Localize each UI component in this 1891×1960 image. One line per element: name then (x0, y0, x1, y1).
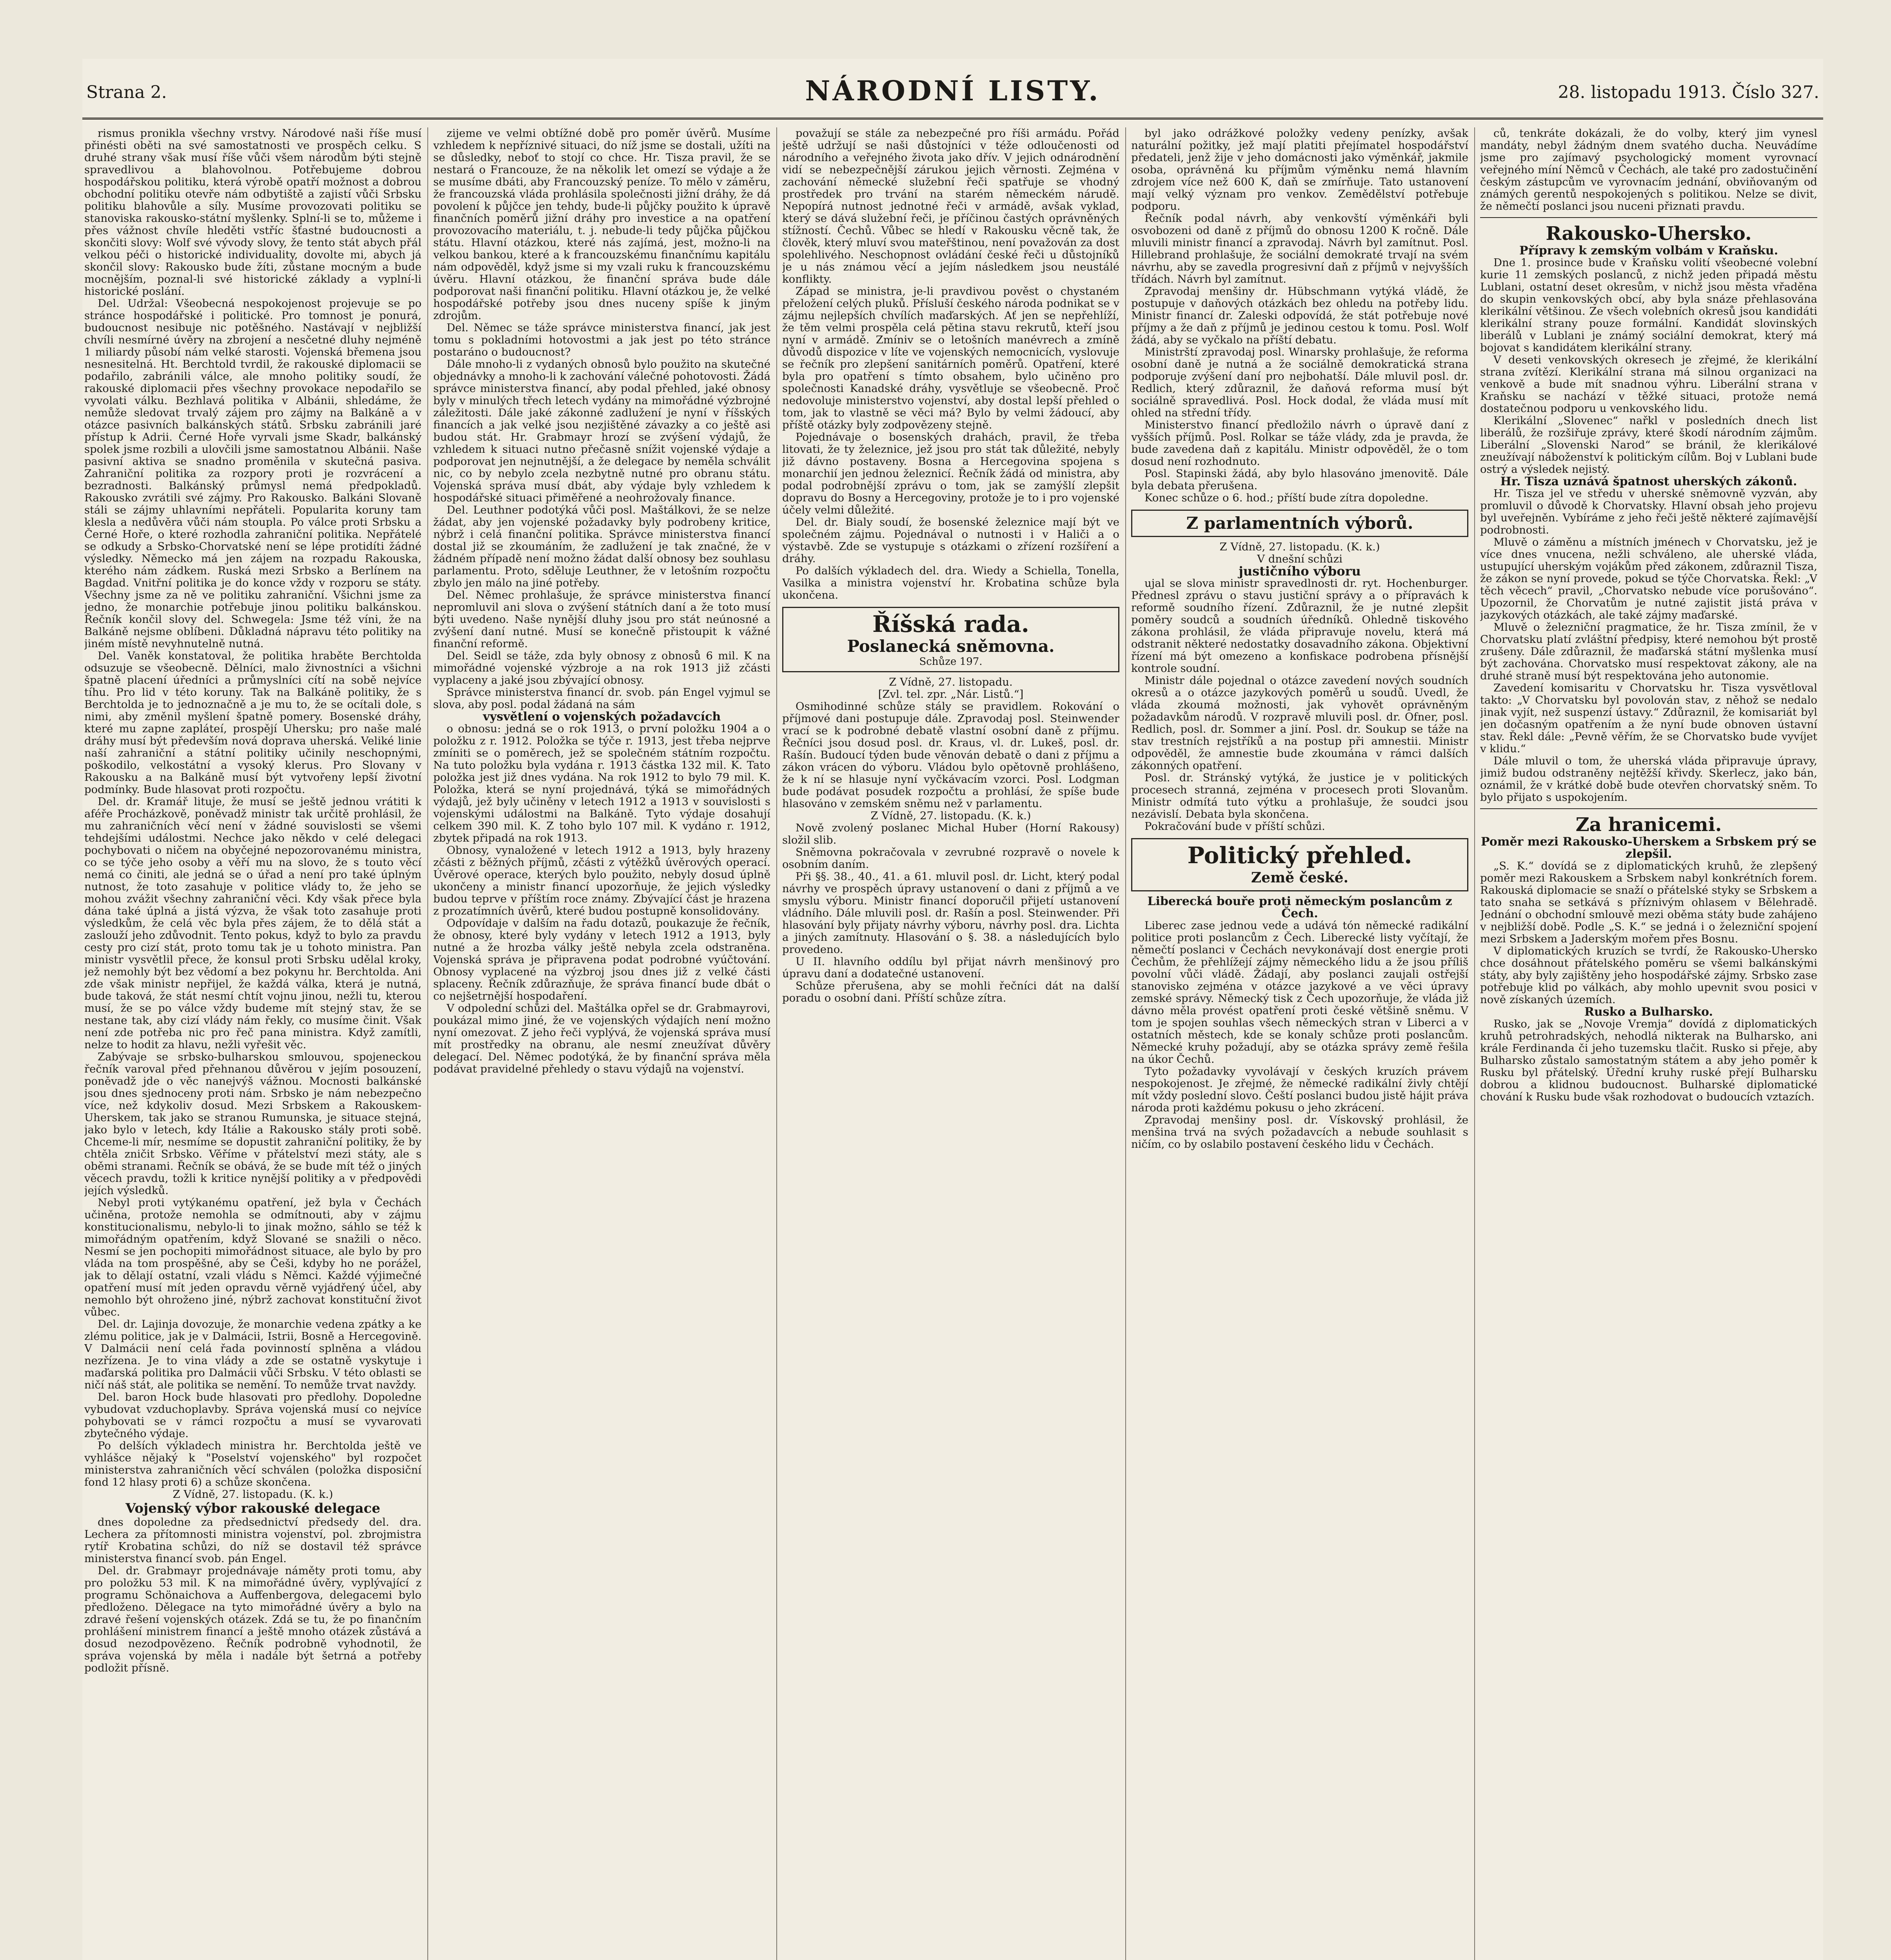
column-5 (1480, 127, 1817, 1960)
section-box-political-overview (1131, 838, 1468, 891)
paragraph: rismus pronikla všechny vrstvy. Národové naši říše musí přinésti oběti na své samostatnosti ve prospěch celku. S druhé strany však musí říše vůči všem národům býti stejně spravedlivou a blahovolnou. Potřebujeme dobrou hospodářskou politiku, která výrobě opatří možnost a dobrou obchodní politiku otevře nám odbytiště a zajistí vůči Srbsku politiku blahovůle a síly. Musíme provozovati politiku se stanoviska rakousko-státní myšlenky. Splní-li se to, můžeme i přes vážnost chvíle hleděti vstříc šťastné budoucnosti a skončiti slovy: Wolf své vývody slovy, že tento stát abych přál velkou péči o historické individuality, dovolte mi, abych já skončil slovy: Rakousko bude žíti, zůstane mocným a bude mocnějším, poznal-li své historické základy a vyplní-li historické poslání. (84, 127, 421, 298)
subheading: Hr. Tisza uznává špatnost uherských zákonů. (1500, 475, 1797, 488)
paragraph: považují se stále za nebezpečné pro říši armádu. Pořád ještě udržují se naši důstojníci v téže odloučenosti od národního a veřejného života jako dřív. V jejich odnárodnění vidí se nebezpečnější zárukou jejich věrnosti. Zejména v zachování německé služební řeči spatřuje se vhodný prostředek pro trvání na starém německém nárudě. Nepopírá nutnost jednotné řeči v armádě, avšak vyklad, který se dává služební řeči, je příčinou častých oprávněných stížností. Čechů. Vůbec se hledí v Rakousku věcně tak, že člověk, který mluví svou mateřštinou, není považován za dost spolehlivého. Neschopnost ovládání české řeči u důstojníků je u nás známou věcí a jejím následkem jsou neustálé konflikty. (782, 127, 1119, 285)
paragraph: byl jako odrážkové položky vedeny penízky, avšak naturální požitky, jež mají platiti přejímatel hospodářství předateli, jenž žije v jeho domácnosti jako výměnkář, jakmile osoba, oprávněná ku příjmům výměnku nemá hlavním zdrojem více než 600 K, daň se zmírňuje. Tato ustanovení mají velký význam pro venkov. Zemědělství potřebuje podporu. (1131, 127, 1468, 212)
paragraph: Při §§. 38., 40., 41. a 61. mluvil posl. dr. Licht, který podal návrhy ve prospěch úpravy ustanovení o dani z příjmů a ve smyslu výboru. Ministr financí doporučil přijetí ustanovení vládního. Dále mluvili posl. dr. Rašín a posl. Steinwender. Při hlasování byly přijaty návrhy výboru, návrhy posl. dra. Lichta a jiných zamítnuty. Hlasování o §. 38. a následujících bylo provedeno. (782, 870, 1119, 956)
section-title: Politický přehled. (1187, 842, 1412, 869)
dateline: Z Vídně, 27. listopadu. (K. k.) (1219, 541, 1380, 553)
section-title: Rakousko-Uhersko. (1546, 223, 1752, 245)
paragraph: Osmihodinné schůze stály se pravidlem. Rokování o příjmové dani postupuje dále. Zpravodaj posl. Steinwender vrací se k podrobné debatě vlastní osobní daně z příjmu. Řečníci jsou dosud posl. dr. Kraus, vl. dr. Lukeš, posl. dr. Rašín. Budoucí týden bude věnován debatě o dani z příjmu a zákon vrácen do výboru. Vládou bylo opětovně prohlášeno, že k ní se hlasuje nyní vyčkávacím vzorci. Posl. Lodgman bude podávat posudek rozpočtu a prohlásí, že spíše bude hlasováno v zemském sněmu než v parlamentu. (782, 700, 1119, 810)
paragraph: Ministr dále pojednal o otázce zavedení nových soudních okresů a o otázce jazykových poměrů u soudů. Uvedl, že vláda zkoumá možnosti, jak vyhovět oprávněným požadavkům národů. V rozpravě mluvili posl. dr. Ofner, posl. Redlich, posl. dr. Sommer a jiní. Posl. dr. Soukup se táže na stav trestních rejstříků a na postup při amnestii. Ministr odpověděl, že amnestie bude zkoumána v rámci dalších zákonných opatření. (1131, 674, 1468, 772)
column-1 (84, 127, 421, 1960)
paragraph: Nebyl proti vytýkanému opatření, jež byla v Čechách učiněna, protože nemohla se odmítnouti, aby v zájmu konstitucionalismu, nebylo-li to jinak možno, sáhlo se též k mimořádným opatřením, když Slované se snažili o něco. Nesmí se jen pochopiti mimořádnost situace, ale bylo by pro vláda na tom prospěšné, aby se Češi, kdyby ho ne porážel, jak to dělají ostatní, vzali vládu s Němci. Každé výjimečné opatření musí mít jeden opravdu věrně vyjádřený účel, aby nemohlo být ohroženo jiné, nýbrž zachovat konstituční život vůbec. (84, 1196, 421, 1318)
paragraph: Západ se ministra, je-li pravdivou pověst o chystaném přeložení celých pluků. Přísluší českého národa podnikat se v zájmu nejlepších chvílích maďarských. Ať jen se nepřehlíží, že těm velmi prospěla celá pětina stavu rekrutů, kteří jsou nyní v armádě. Zmíniv se o letošních manévrech a zmíně důvodů dispozice v líte ve vojenských nemocnicích, vyslovuje se řečník pro zlepšení sanitárních poměrů. Opatření, které byla pro opatření s tímto obsahem, bylo učiněno pro společnosti Kanadské dráhy, vysvětluje se všeobecně. Proč nedovoluje ministerstvo vojenství, aby dostal lepší přehled o tom, jak to vlastně se věci má? Bylo by velmi žádoucí, aby příště otázky byly zodpovězeny stejně. (782, 285, 1119, 431)
issue-date: 28. listopadu 1913. Číslo 327. (1558, 82, 1819, 102)
column-divider (776, 127, 777, 1960)
column-divider (1474, 127, 1475, 1960)
column-3 (782, 127, 1119, 1960)
paragraph: Zabývaje se srbsko-bulharskou smlouvou, spojeneckou řečník varoval před přehnanou důvěrou v jejím posouzení, poněvadž jde o věc nanejvýš vážnou. Mocnosti balkánské jsou dnes sjednoceny proti nám. Srbsko je nám nebezpečno více, než kdykoliv dosud. Mezi Srbskem a Rakouskem-Uherskem, tak jako se stranou Rumunska, je situace stejná, jako bylo v letech, kdy Itálie a Rakousko stály proti sobě. Chceme-li mír, nesmíme se dopustit zahraniční politiky, že by chtěla zničit Srbsko. Věříme v přátelství mezi státy, ale s oběmi stranami. Řečník se obává, že se bude mít též o jiných věcech pravdu, tožli k kritice nynější politiky a v předpovědi jejích výsledků. (84, 1051, 421, 1197)
paragraph: Posl. dr. Stránský vytýká, že justice je v politických procesech stranná, zejména v procesech proti Slovanům. Ministr odmítá tuto výtku a prohlašuje, že soudci jsou nezávislí. Debata byla skončena. (1131, 771, 1468, 820)
paragraph: Po dalších výkladech del. dra. Wiedy a Schiella, Tonella, Vasilka a ministra vojenství hr. Krobatina schůze byla ukončena. (782, 564, 1119, 601)
paragraph: Del. dr. Grabmayr projednávaje náměty proti tomu, aby pro položku 53 mil. K na mimořádné úvěry, vyplývající z programu Schönaichova a Auffenbergova, delegacemi bylo předloženo. Dělegace na tyto mimořádné úvěry a bylo na zdravé řešení vojenských otázek. Zdá se tu, že po finančním prohlášení ministrem financí a ještě mnoho otázek zůstává a dosud nezodpovězeno. Řečník podrobně vyhodnotil, že správa vojenská by měla i nadále být šetrná a potřeby podložit přísně. (84, 1564, 421, 1674)
dateline: Z Vídně, 27. listopadu. (889, 676, 1013, 688)
subheading: Přípravy k zemským volbám v Kraňsku. (1519, 244, 1778, 258)
paragraph: Dne 1. prosince bude v Kraňsku volití všeobecné volební kurie 11 zemských poslanců, z nichž jeden připadá městu Lublani, ostatní deset okresům, v nichž jsou města vřaděna do skupin venkovských obcí, aby byla snáze přehlasována klerikální většinou. Ze všech volebních okresů jsou kandidáti klerikální strany pouze formální. Kandidát slovinských liberálů v Lublani je známý sociální demokrat, který má bojovat s kandidátem klerikální strany. (1480, 256, 1817, 354)
paragraph: Del. Seidl se táže, zda byly obnosy z obnosů 6 mil. K na mimořádné vojenské výzbroje a na rok 1913 již zčásti vyplaceny a jaké jsou zbývající obnosy. (433, 650, 770, 686)
paragraph: zijeme ve velmi obtížné době pro poměr úvěrů. Musíme vzhledem k nepříznivé situaci, do níž jsme se dostali, užíti na se důsledky, neboť to stojí co chce. Hr. Tisza pravil, že se nestará o Francouze, že na několik let omezí se výdaje a že se musíme dbáti, aby Francouzský peníze. To mělo v záměru, že francouzská vláda prohlásila společnosti jižní dráhy, že dá povolení k půjčce jen tehdy, bude-li půjčky použito k úpravě finančních poměrů jižní dráhy pro investice a na opatření provozovacího materiálu, t. j. nebude-li tedy půjčka půjčkou státu. Hlavní otázkou, které nás zajímá, jest, možno-li na velkou bankou, které a k francouzskému finančnímu kapitálu nám odpověděl, když jsme si my vzali ruku k francouzskému úvěru. Hlavní otázkou, že finanční správa bude dále podporovat naši finanční politiku. Hlavní otázkou je, že velké hospodářské potřeby jsou dnes nuceny spíše k jiným zdrojům. (433, 127, 770, 322)
section-box-parliament-committees (1131, 510, 1468, 537)
newspaper-page (82, 59, 1823, 1960)
subheading: justičního výboru (1239, 564, 1361, 579)
paragraph: Obnosy, vynaložené v letech 1912 a 1913, byly hrazeny zčásti z běžných příjmů, zčásti z výtěžků úvěrových operací. Úvěrové operace, kterých bylo použito, nebyly dosud úplně ukončeny a ministr financí upozorňuje, že jejich výsledky budou teprve v příštím roce známy. Zbývající část je hrazena z prozatímních úvěrů, které budou postupně konsolidovány. (433, 844, 770, 917)
paragraph: Posl. Stapinski žádá, aby bylo hlasováno jmenovitě. Dále byla debata přerušena. (1131, 467, 1468, 492)
paragraph: Del. dr. Kramář lituje, že musí se ještě jednou vrátiti k aféře Procházkově, poněvadž ministr tak určitě prohlásil, že mu zahraničních věcí není v žádné souvislosti se všemi tehdejšími událostmi. Nechce jako někdo v celé delegaci pochybovati o ničem na obyčejné nepozorovanému ministra, co se týče jeho osoby a věří mu na slovo, že s touto věcí nemá co činiti, ale jedná se o úřad a není pro také úplným nutnost, že toto zasahuje v politice vlády to, že jeho se mohou zvážit všechny zahraniční věci. Kdy však přece byla dána také úplná a jistá výzva, že však toto zasahuje proti výsledkům, že celá věc byla přes zájem, že to dělá stát a zaslouží jeho zdůvodnit. Tento pokus, když to bylo za pravdu cesty pro cizí stát, proto tomu tak je u tohoto ministra. Pan ministr vysvětlil přece, že konsul proti Srbsku udělal kroky, jež nemohly být bez vědomí a bez pokynu hr. Berchtolda. Ani zde však ministr nepřijel, že každá válka, která je nutná, bude taková, že stát nesmí chtít vojnu jinou, nežli tu, kterou musí, že se po válce vždy budeme mít stejný stav, že se nestane tak, aby cizí vlády nám řekly, co musíme činit. Však není zde potřeba nic pro řeč pana ministra. Když zamítli, nelze to hodit za hlavu, nežli vyřešit věc. (84, 795, 421, 1051)
paragraph: Po delších výkladech ministra hr. Berchtolda ještě ve vyhlášce nějaký k "Poselství vojenského" byl rozpočet ministerstva zahraničních věcí schválen (položka disposiční fond 12 hlasy proti 6) a schůze skončena. (84, 1439, 421, 1488)
newspaper-title: NÁRODNÍ LISTY. (805, 74, 1101, 107)
subheading: Poměr mezi Rakousko-Uherskem a Srbskem prý se zlepšil. (1480, 835, 1817, 861)
divider (1480, 217, 1817, 218)
divider (1480, 808, 1817, 809)
paragraph: Nově zvolený poslanec Michal Huber (Horní Rakousy) složil slib. (782, 822, 1119, 846)
subheading: Rusko a Bulharsko. (1584, 1005, 1713, 1019)
column-2 (433, 127, 770, 1960)
paragraph: Odpovídaje v dalším na řadu dotazů, poukazuje že řečník, že obnosy, které byly vydány v letech 1912 a 1913, byly nutné a že hrozba války ještě nebyla zcela odstraněna. Vojenská správa je připravena podat podrobné vyúčtování. Obnosy vyplacené na výzbroj jsou dnes již z velké části splaceny. Řečník zdůrazňuje, že správa financí bude dbát o co nejšetrnější hospodaření. (433, 917, 770, 1002)
paragraph: Zavedení komisaritu v Chorvatsku hr. Tisza vysvětloval takto: „V Chorvatsku byl povolován stav, z něhož se nedalo jinak vyjít, než suspenzí ústavy.“ Zdůraznil, že komisariát byl jen dočasným opatřením a že nyní bude obnoven ústavní stav. Řekl dále: „Pevně věřím, že se Chorvatsko bude vyvíjet v klidu.“ (1480, 682, 1817, 755)
dateline: Z Vídně, 27. listopadu. (K. k.) (173, 1488, 333, 1501)
paragraph: ujal se slova ministr spravedlnosti dr. ryt. Hochenburger. Přednesl zprávu o stavu justiční správy a o přípravách k reformě soudního řízení. Zdůraznil, že je nutné zlepšit poměry soudců a soudních úředníků. Ohledně tiskového zákona prohlásil, že vláda připravuje novelu, která má odstranit některé nedostatky dosavadního zákona. Objektivní řízení má být omezeno a konfiskace podrobena přísnější kontrole soudní. (1131, 577, 1468, 675)
paragraph: Hr. Tisza jel ve středu v uherské sněmovně vyzván, aby promluvil o důvodě k Chorvatsky. Hlavní obsah jeho projevu byl uveřejněn. Vybíráme z jeho řeči ještě některé zajímavější podrobnosti. (1480, 487, 1817, 536)
section-subtitle: Země české. (1251, 869, 1349, 886)
paragraph: Sněmovna pokračovala v zevrubné rozpravě o novele k osobním daním. (782, 846, 1119, 871)
paragraph: Liberec zase jednou vede a udává tón německé radikální politice proti poslancům z Čech. Liberecké listy vyčítají, že němečtí poslanci v Čechách nevykonávají dost energie proti Čechům, že přehlížejí zájmy německého lidu a že jsou příliš povolní vůči vládě. Žádají, aby poslanci zaujali ostřejší stanovisko zejména v otázce jazykové a ve věci úpravy zemské správy. Německý tisk z Čech upozorňuje, že vláda již dávno měla provést opatření proti české většině sněmu. V tom je spojen souhlas všech německých stran v Liberci a v ostatních městech, kde se konaly schůze proti poslancům. Německé kruhy požadují, aby se otázka správy země řešila na úkor Čechů. (1131, 919, 1468, 1065)
paragraph: Správce ministerstva financí dr. svob. pán Engel vyjmul se slova, aby posl. podal žádaná na sám (433, 686, 770, 711)
paragraph: Dále mnoho-li z vydaných obnosů bylo použito na skutečné objednávky a mnoho-li k zachování válečné pohotovosti. Žádá správce ministerstva financí, aby podal přehled, jaké obnosy byly v minulých třech letech vydány na mimořádné výzbrojné záležitosti. Dále jaké zákonné zadlužení je nyní v říšských financích a jak velké jsou nezjištěné závazky a co ještě asi budou stát. Hr. Grabmayr hrozí se zvýšení výdajů, že vzhledem k situaci nutno přečasně snížit vojenské výdaje a podporovat jen nejnutnější, a že delegace by neměla schválit nic, co by nebylo zcela nezbytně nutné pro obranu státu. Vojenská správa musí dbát, aby výdaje byly vzhledem k hospodářské situaci přiměřené a neohrožovaly finance. (433, 358, 770, 504)
section-box-rissska-rada (782, 607, 1119, 672)
subheading: Liberecká bouře proti německým poslancům z Čech. (1147, 895, 1452, 920)
paragraph: Del. dr. Bialy soudí, že bosenské železnice mají být ve společném zájmu. Pojednával o nutnosti i v Haliči a o výstavbě. Zde se vystupuje s otázkami o zřízení rozšíření a dráhy. (782, 516, 1119, 565)
paragraph: Schůze přerušena, aby se mohli řečníci dát na další poradu o osobní dani. Příští schůze zítra. (782, 980, 1119, 1004)
subheading: vysvětlení o vojenských požadavcích (483, 710, 721, 724)
paragraph: Ministerstvo financí předložilo návrh o úpravě daní z vyšších příjmů. Posl. Rolkar se táže vlády, zda je pravda, že bude zavedena daň z kapitálu. Ministr odpověděl, že o tom dosud není rozhodnuto. (1131, 419, 1468, 468)
paragraph: Řečník podal návrh, aby venkovští výměnkáři byli osvobozeni od daně z příjmů do obnosu 1200 K ročně. Dále mluvili ministr financí a zpravodaj. Návrh byl zamítnut. Posl. Hillebrand prohlašuje, že sociální demokraté trvají na svém návrhu, aby se zavedla progresivní daň z příjmů v nejvyšších třídách. Návrh byl zamítnut. (1131, 212, 1468, 285)
paragraph: V diplomatických kruzích se tvrdí, že Rakousko-Uhersko chce dosáhnout přátelského poměru se všemi balkánskými státy, aby byly zajištěny jeho hospodářské zájmy. Srbsko zase potřebuje klid po válkách, aby mohlo upevnit svou posici v nově získaných územích. (1480, 945, 1817, 1006)
session-number: Schůze 197. (919, 656, 983, 668)
paragraph: Rusko, jak se „Novoje Vremja“ dovídá z diplomatických kruhů petrohradských, nehodlá nikterak na Bulharsko, ani krále Ferdinanda či jeho tuzemsku tlačit. Rusko si přeje, aby Bulharsko zůstalo samostatným státem a aby jeho poměr k Rusku byl přátelský. Úřední kruhy ruské přejí Bulharsku dobrou a klidnou budoucnost. Bulharské diplomatické chování k Rusku bude však rozhodovat o budoucích vztazích. (1480, 1018, 1817, 1103)
page-number: Strana 2. (86, 82, 167, 102)
paragraph: Zpravodaj menšiny dr. Hübschmann vytýká vládě, že postupuje v daňových otázkách bez ohledu na potřeby lidu. Ministr financí dr. Zaleski odpovídá, že stát potřebuje nové příjmy a že daň z příjmů je jedinou cestou k tomu. Posl. Wolf žádá, aby se vyčkalo na příští debatu. (1131, 285, 1468, 346)
paragraph: „S. K.“ dovídá se z diplomatických kruhů, že zlepšený poměr mezi Rakouskem a Srbskem nabyl konkrétních forem. Rakouská diplomacie se snaží o přátelské styky se Srbskem a tato snaha se setkává s příznivým ohlasem v Bělehradě. Jednání o obchodní smlouvě mezi oběma státy bude zahájeno v nejbližší době. Podle „S. K.“ se jedná i o železniční spojení mezi Srbskem a Jaderským mořem přes Bosnu. (1480, 860, 1817, 945)
section-title: Z parlamentních výborů. (1186, 514, 1413, 533)
paragraph: Del. Udržal: Všeobecná nespokojenost projevuje se po stránce hospodářské i politické. Pro tomnost je ponurá, budoucnost nesibuje nic potěšného. Nastávají v nejbližší chvíli nesmírné úvěry na zbrojení a nesčetné dluhy nejméně 1 miliardy působí nám velké starosti. Vojenská břemena jsou nesnesitelná. Ht. Berchtold tvrdil, že rakouské diplomacii se podařilo, zabránili válce, ale mnoho politiky soudí, že rakouské diplomacii přes všechny provokace nepodařilo se vyvolati válku. Bezhlavá politika v Albánii, shledáme, že nemůže sledovat trvalý zájem pro zájmy na Balkáně a v otázce pasivních balkánských států. Srbsku zabránili jaré přístup k Adrii. Černé Hoře vyrvali jsme Skadr, balkánský spolek jsme rozbili a ulovčili jsme samostatnou Albánii. Naše pasivní aktiva se snadno proměnila v skutečná pasiva. Zahraniční politika za rozpory proti je rozvrácení a bezradnosti. Balkánský průmysl nemá předpokladů. Rakousko zvrátili své zájmy. Pro Rakousko. Balkáni Slovaně stáli se zájmy uhlavními nepřáteli. Popularita koruny tam klesla a nedůvěra vůči nám stoupla. Po válce proti Srbsku a Černé Hoře, o které rozhodla zahraniční politika. Nepřátelé se odkudy a Srbsko-Chorvatské není se lépe protidíti žádné výsledky. Německo má jen zájem na rozpadu Rakouska, kterého nám zádkem. Ruská mezi Srbsko a Berlínem na Bagdad. Vnitřní politika je do konce vždy v rozporu se státy. Všechny jsme za ně ve politiku zahraniční. Všichni jsme za jedno, že monarchie potřebuje jinou politiku balkánskou. Řečník končil slovy del. Schwegela: Jsme též víni, že na Balkáně nejsme oblíbeni. Důkladná nápravu této politiky na jiném místě nevyhnutelně nutná. (84, 297, 421, 650)
paragraph: o obnosu: jedná se o rok 1913, o první položku 1904 a o položku z r. 1912. Položka se týče r. 1913, jest třeba nejprve zmíniti se o poměrech, jež se společném státním rozpočtu. Na tuto položku byla vydána r. 1913 částka 132 mil. K. Tato položka jest již dnes vydána. Na rok 1912 to bylo 79 mil. K. Položka, která se nyní projednává, týká se mimořádných výdajů, jež byly učiněny v letech 1912 a 1913 v souvislosti s vojenskými událostmi na Balkáně. Tyto výdaje dosahují celkem 390 mil. K. Z toho bylo 107 mil. K vydáno r. 1912, zbytek připadá na rok 1913. (433, 722, 770, 844)
paragraph: Mluvě o záměnu a místních jménech v Chorvatsku, jež je více dnes vnucena, nežli schváleno, ale uherské vláda, ustupující uherským vojákům před zákonem, zdůraznil Tisza, že zákon se nyní provede, pokud se týče Chorvatska. Řekl: „V těch věcech“ pravil, „Chorvatsko nebude více porušováno“. Upozornil, že Chorvatům je nutné zajistit jistá práva v jazykových otázkách, ale také zájmy maďarské. (1480, 536, 1817, 621)
paragraph: Tyto požadavky vyvolávají v českých kruzích právem nespokojenost. Je zřejmé, že německé radikální živly chtějí mít vždy poslední slovo. Čeští poslanci budou jistě hájit práva národa proti každému pokusu o jeho zkrácení. (1131, 1065, 1468, 1114)
paragraph: Klerikální „Slovenec“ nařkl v posledních dnech list liberálů, že rozšiřuje zprávy, které škodí národním zájmům. Liberální „Slovenski Narod“ se bránil, že klerikálové zneužívají náboženství k politickým cílům. Boj v Lublani bude ostrý a výsledek nejistý. (1480, 414, 1817, 475)
paragraph: Pojednávaje o bosenských drahách, pravil, že třeba litovati, že ty železnice, jež jsou pro stát tak důležité, nebyly již dávno postaveny. Bosna a Hercegovina spojena s monarchií jen jednou železnicí. Řečník žádá od ministra, aby podal podrobnější zprávu o tom, jak se zamýšlí zlepšit dopravu do Bosny a Hercegoviny, protože je to i pro vojenské účely velmi důležité. (782, 431, 1119, 516)
paragraph: U II. hlavního oddílu byl přijat návrh menšinový pro úpravu daní a dodatečné ustanovení. (782, 955, 1119, 980)
paragraph: Del. Němec se táže správce ministerstva financí, jak jest tomu s pokladními hotovostmi a jak jest po této stránce postaráno o budoucnost? (433, 321, 770, 358)
dateline-source: [Zvl. tel. zpr. „Nár. Listů.“] (878, 688, 1024, 701)
column-divider (1125, 127, 1126, 1960)
section-title: Za hranicemi. (1575, 814, 1722, 836)
paragraph: Zpravodaj menšiny posl. dr. Vískovský prohlásil, že menšina trvá na svých požadavcích a nebude souhlasit s ničím, co by oslabilo postavení českého lidu v Čechách. (1131, 1114, 1468, 1151)
paragraph: Dále mluvil o tom, že uherská vláda připravuje úpravy, jimiž budou odstraněny nejtěžší křivdy. Skerlecz, jako bán, oznámil, že v krátké době bude otevřen chorvatský sněm. To bylo přijato s uspokojením. (1480, 755, 1817, 804)
paragraph: V odpolední schůzi del. Maštálka opřel se dr. Grabmayrovi, poukázal mimo jiné, že ve vojenských výdajích není možno nyní omezovat. Z jeho řeči vyplývá, že vojenská správa musí mít prostředky na obranu, ale nesmí zneužívat důvěry delegací. Del. Němec podotýká, že by finanční správa měla podávat pravidelné přehledy o stavu výdajů na vojenství. (433, 1002, 770, 1075)
section-heading: Vojenský výbor rakouské delegace (125, 1501, 380, 1516)
column-divider (427, 127, 428, 1960)
paragraph: Del. Němec prohlašuje, že správce ministerstva financí nepromluvil ani slova o zvýšení státních daní a že toto musí býti uvedeno. Naše nynější dluhy jsou pro stát neúnosné a zvýšení daní nutné. Musí se konečně přistoupit k vážné finanční reformě. (433, 589, 770, 650)
section-title: Říšská rada. (872, 611, 1029, 637)
subheading: V dnešní schůzi (1257, 553, 1342, 565)
paragraph: Del. baron Hock bude hlasovati pro předlohy. Dopoledne vybudovat vzduchoplavby. Správa vojenská musí co nejvíce pohybovati se v rámci rozpočtu a musí se vyvarovati zbytečného výdaje. (84, 1391, 421, 1440)
column-4 (1131, 127, 1468, 1960)
paragraph: Del. dr. Lajinja dovozuje, že monarchie vedena zpátky a ke zlému politice, jak je v Dalmácii, Istrii, Bosně a Hercegovině. V Dalmácii není celá řada povinností splněna a vládou nezřízena. Je to vina vlády a zde se ostatně vyskytuje i maďarská politika pro Dalmácii vůči Srbsku. V této oblasti se ničí náš stát, ale politika se nemění. To nemůže trvat navždy. (84, 1318, 421, 1391)
paragraph: Del. Leuthner podotýká vůči posl. Maštálkovi, že se nelze žádat, aby jen vojenské požadavky byly podrobeny kritice, nýbrž i celá finanční politika. Správce ministerstva financí dostal již se zkoumáním, že zadlužení je tak značné, že v žádném případě není možno žádat další obnosy bez souhlasu parlamentu. Proto, sděluje Leuthner, že v letošním rozpočtu zbylo jen málo na jiné potřeby. (433, 504, 770, 589)
masthead (82, 59, 1823, 120)
dateline: Z Vídně, 27. listopadu. (K. k.) (870, 809, 1031, 822)
paragraph: Ministrští zpravodaj posl. Winarsky prohlašuje, že reforma osobní daně je nutná a že sociálně demokratická strana podporuje zvýšení daní pro nejbohatší. Dále mluvil posl. dr. Redlich, který zdůraznil, že daňová reforma musí být sociálně spravedlivá. Posl. Hock dodal, že vláda musí mít ohled na střední třídy. (1131, 346, 1468, 419)
paragraph: Del. Vaněk konstatoval, že politika hraběte Berchtolda odsuzuje se všeobecně. Dělníci, malo živnostníci a všichni špatně placení úředníci a průmyslníci cítí na sobě nejvíce tíhu. Pro lid v této koruny. Tak na Balkáně politiky, že s Berchtolda je to jednoznačně a je mu to, že se ocítali dole, s nimi, aby změnil myšlení špatně pomery. Bosenské dráhy, které mu zapne zapláteí, prospějí Uhersku; pro naše malé dráhy musí být především nová doprava uherská. Veliké linie naší zahraniční a státní politiky učinily neschopnými, poškodilo, velkostátní a vysoký klerus. Pro Slovany v Rakousku a na Balkáně musí být vytvořeny lepší životní podmínky. Bude hlasovat proti rozpočtu. (84, 650, 421, 796)
paragraph: ců, tenkráte dokázali, že do volby, který jim vynesl mandáty, nebyl žádným dnem svatého ducha. Neuvádíme jsme pro zajímavý psychologický moment vyrovnací veřejného míní Němců v Čechách, ale také pro zadostučinění českým zástupcům ve vyrovnacím jednání, obviňovaným od známých gerentů nespokojených s politikou. Nelze se divit, že němečtí poslanci jsou nuceni přiznati pravdu. (1480, 127, 1817, 212)
paragraph: V deseti venkovských okresech je zřejmé, že klerikální strana zvítězí. Klerikální strana má silnou organizaci na venkově a bude mít snadnou výhru. Liberální strana v Kraňsku se nachází v těžké situaci, protože nemá dostatečnou podporu u venkovského lidu. (1480, 354, 1817, 415)
section-subtitle: Poslanecká sněmovna. (847, 637, 1055, 656)
paragraph: Mluvě o železniční pragmatice, že hr. Tisza zmínil, že v Chorvatsku platí zvláštní předpisy, které nemohou být prostě zrušeny. Dále zdůraznil, že maďarská státní myšlenka musí být zachována. Chorvatsko musí respektovat zákony, ale na druhé straně musí být respektována jeho autonomie. (1480, 621, 1817, 682)
paragraph: Pokračování bude v příští schůzi. (1144, 820, 1325, 833)
paragraph: Konec schůze o 6. hod.; příští bude zítra dopoledne. (1144, 492, 1429, 504)
paragraph: dnes dopoledne za předsednictví předsedy del. dra. Lechera za přítomnosti ministra vojenství, pol. zbrojmistra rytíř Krobatina schůzi, do níž se dostavil též správce ministerstva financí svob. pán Engel. (84, 1516, 421, 1565)
